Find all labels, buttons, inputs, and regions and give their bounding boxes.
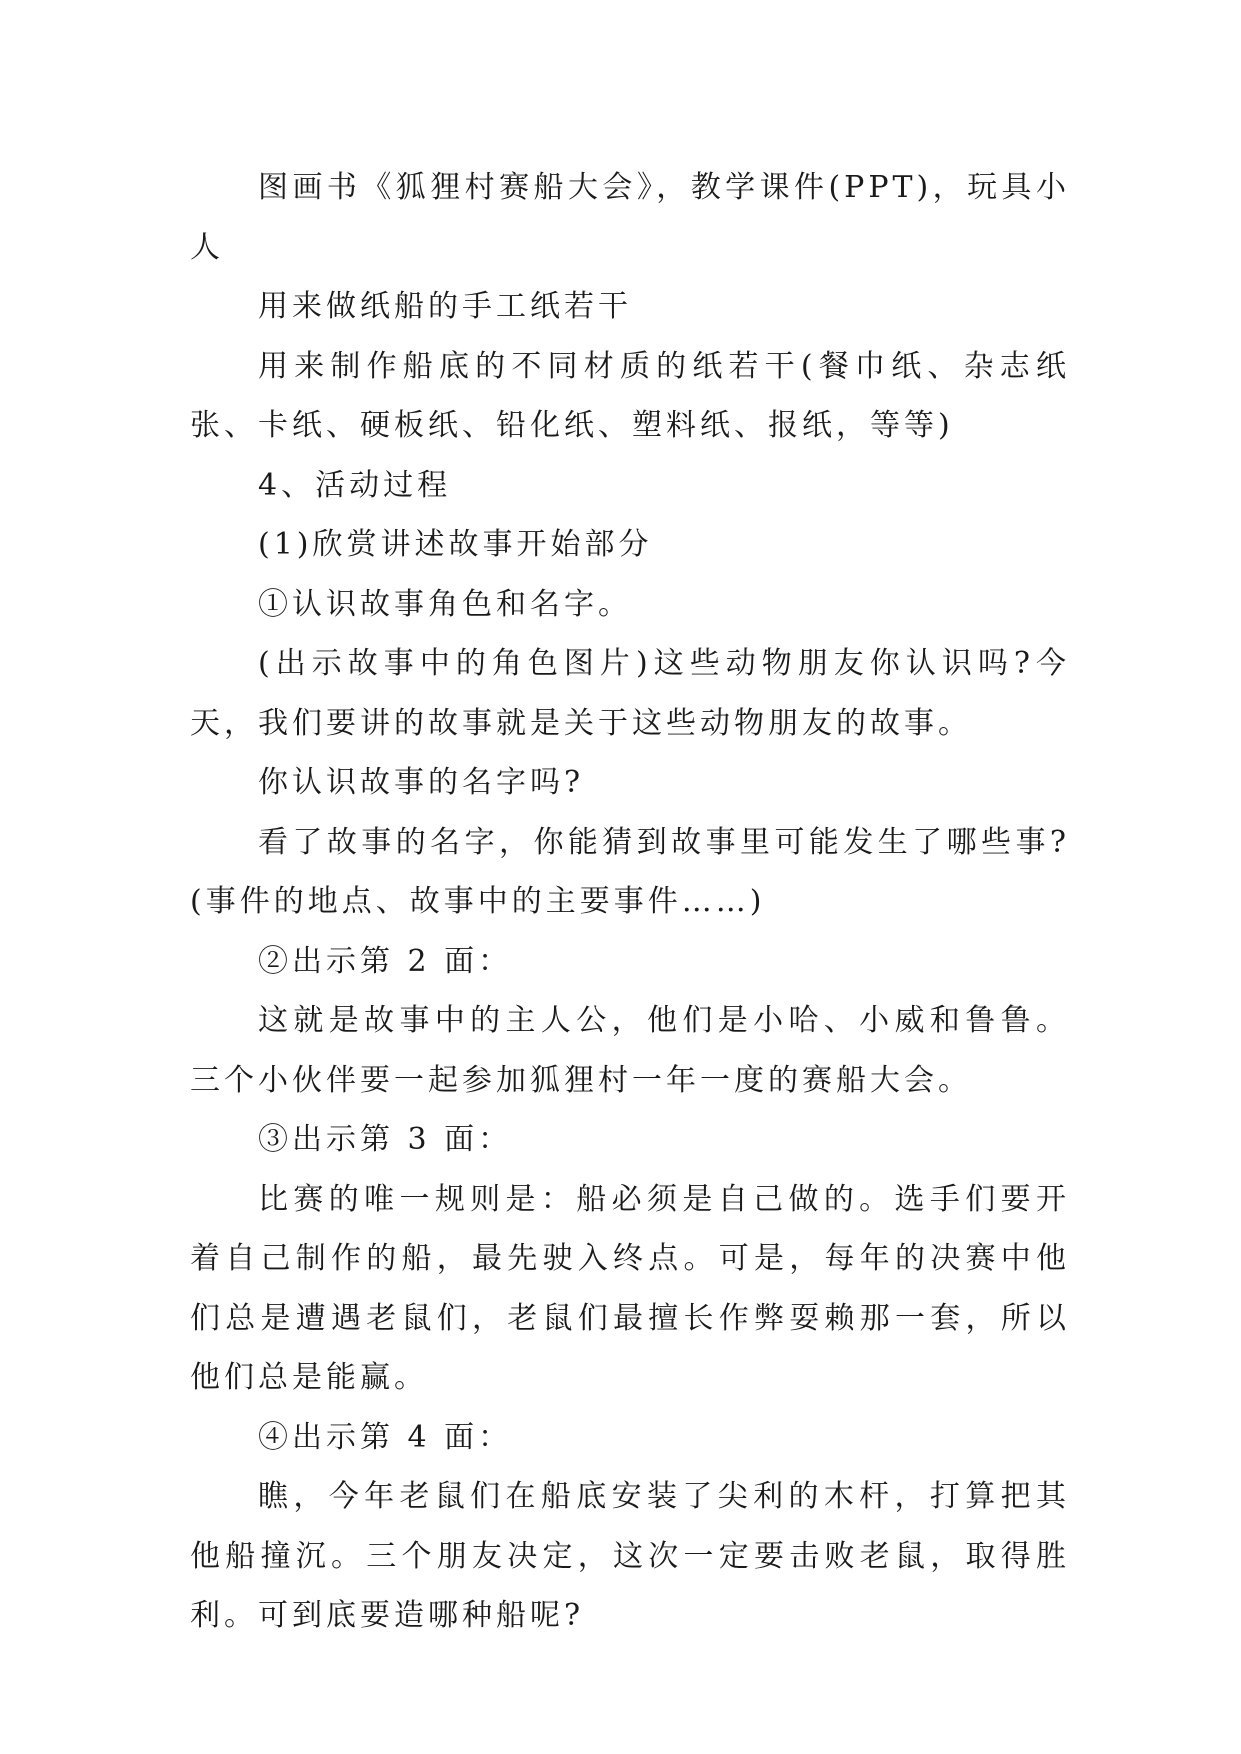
- document-body: [190, 158, 1070, 1646]
- step-3-text: 比赛的唯一规则是：船必须是自己做的。选手们要开着自己制作的船，最先驶入终点。可是，每年的决赛中他们总是遭遇老鼠们，老鼠们最擅长作弊耍赖那一套，所以他们总是能赢。: [190, 1181, 1070, 1395]
- materials-boat-bottom-paper: 用来制作船底的不同材质的纸若干(餐巾纸、杂志纸张、卡纸、硬板纸、铅化纸、塑料纸、报纸，等等): [190, 348, 1070, 443]
- subheading-story-beginning: (1)欣赏讲述故事开始部分: [258, 527, 653, 562]
- question-guess-events: 看了故事的名字，你能猜到故事里可能发生了哪些事?(事件的地点、故事中的主要事件……): [190, 824, 1070, 919]
- question-story-name: 你认识故事的名字吗?: [258, 765, 585, 800]
- step-1-text: (出示故事中的角色图片)这些动物朋友你认识吗?今天，我们要讲的故事就是关于这些动物朋友的故事。: [190, 646, 1070, 741]
- step-2-heading: ②出示第 2 面：: [258, 943, 513, 979]
- step-3-heading: ③出示第 3 面：: [258, 1122, 513, 1157]
- step-4-text: 瞧，今年老鼠们在船底安装了尖利的木杆，打算把其他船撞沉。三个朋友决定，这次一定要击败老鼠，取得胜利。可到底要造哪种船呢?: [190, 1479, 1070, 1633]
- section-heading-activity-process: 4、活动过程: [258, 467, 452, 503]
- step-2-text: 这就是故事中的主人公，他们是小哈、小威和鲁鲁。三个小伙伴要一起参加狐狸村一年一度的赛船大会。: [190, 1003, 1070, 1098]
- step-1-heading: ①认识故事角色和名字。: [258, 586, 632, 622]
- materials-handcraft-paper: 用来做纸船的手工纸若干: [258, 289, 632, 324]
- step-4-heading: ④出示第 4 面：: [258, 1419, 513, 1455]
- materials-picture-book: 图画书《狐狸村赛船大会》，教学课件(PPT)，玩具小人: [190, 170, 1070, 265]
